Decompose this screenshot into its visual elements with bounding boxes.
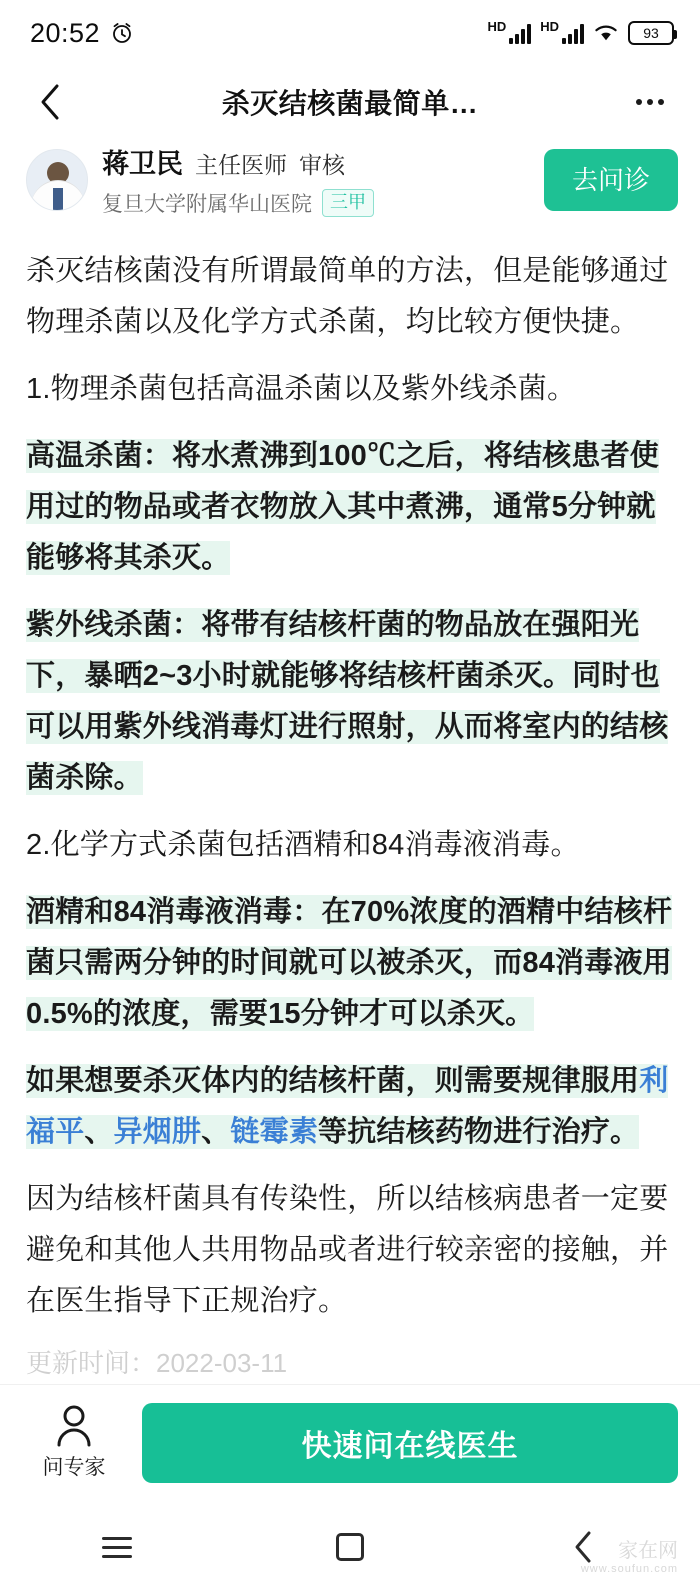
paragraph-closing	[26, 1174, 674, 1327]
avatar-tie	[53, 188, 63, 210]
watermark	[581, 1540, 678, 1576]
paragraph-point-1	[26, 364, 674, 415]
go-consult-button[interactable]: 去问诊	[544, 149, 678, 211]
battery-level: 93	[643, 25, 659, 41]
menu-icon	[102, 1537, 132, 1558]
drug-link-lianmeisu[interactable]: 链霉素	[230, 1116, 319, 1148]
doctor-name-row	[102, 142, 530, 181]
paragraph-uv	[26, 600, 674, 804]
status-bar	[0, 0, 700, 66]
drug-separator: 、	[201, 1116, 231, 1148]
doctor-hospital: 复旦大学附属华山医院	[102, 193, 312, 216]
more-options-button[interactable]	[628, 80, 672, 124]
doctor-details	[102, 142, 530, 218]
hd-badge-2: HD	[540, 18, 559, 34]
drug-link-lifuping[interactable]: 利福平	[26, 1065, 669, 1148]
paragraph-text: 酒精和84消毒液消毒：在70%浓度的酒精中结核杆菌只需两分钟的时间就可以被杀灭，而84消毒液用0.5%的浓度，需要15分钟才可以杀灭。	[26, 896, 673, 1030]
watermark-subtext: www.soufun.com	[580, 1563, 678, 1576]
status-bar-left	[30, 18, 134, 49]
recents-button[interactable]	[87, 1517, 147, 1577]
paragraph-text: 1.物理杀菌包括高温杀菌以及紫外线杀菌。	[26, 373, 577, 405]
doctor-name: 蒋卫民	[102, 149, 183, 179]
alarm-icon	[110, 21, 134, 45]
back-chevron-icon	[39, 83, 61, 121]
drug-paragraph-suffix: 等抗结核药物进行治疗。	[318, 1116, 640, 1148]
drug-separator: 、	[84, 1116, 114, 1148]
status-bar-right	[487, 18, 674, 45]
doctor-review-label: 审核	[299, 152, 345, 178]
back-button[interactable]	[28, 80, 72, 124]
avatar[interactable]	[26, 149, 88, 211]
home-square-icon	[336, 1533, 364, 1561]
drug-link-yiyanjing[interactable]: 异烟肼	[113, 1116, 202, 1148]
more-dot	[658, 99, 664, 105]
doctor-info-bar	[0, 138, 700, 232]
home-button[interactable]	[320, 1517, 380, 1577]
status-badge: 三甲	[322, 189, 374, 217]
doctor-hospital-row	[102, 188, 530, 218]
paragraph-text: 紫外线杀菌：将带有结核杆菌的物品放在强阳光下，暴晒2~3小时就能够将结核杆菌杀灭。同时也可以用紫外线消毒灯进行照射，从而将室内的结核菌杀除。	[26, 609, 669, 794]
ask-online-doctor-button[interactable]: 快速问在线医生	[142, 1403, 678, 1483]
expert-person-icon	[54, 1405, 94, 1447]
hd-badge-1: HD	[487, 18, 507, 34]
article-update-time: 更新时间：2022-03-11	[26, 1348, 288, 1378]
paragraph-drugs	[26, 1056, 674, 1158]
signal-bars-icon-1	[509, 22, 531, 44]
paragraph-text: 杀灭结核菌没有所谓最简单的方法，但是能够通过物理杀菌以及化学方式杀菌，均比较方便快捷。	[26, 255, 669, 338]
paragraph-text: 高温杀菌：将水煮沸到100℃之后，将结核患者使用过的物品或者衣物放入其中煮沸，通常5分钟就能够将其杀灭。	[26, 440, 659, 574]
ask-expert-button[interactable]	[26, 1405, 122, 1481]
page-title: 杀灭结核菌最简单…	[221, 88, 479, 119]
wifi-icon	[593, 22, 619, 44]
drug-paragraph-prefix: 如果想要杀灭体内的结核杆菌，则需要规律服用	[26, 1065, 640, 1097]
ask-expert-label: 问专家	[42, 1455, 106, 1479]
doctor-title: 主任医师	[195, 152, 287, 178]
more-dot	[636, 99, 642, 105]
status-clock: 20:52	[30, 17, 101, 48]
signal-bars-icon-2	[562, 22, 584, 44]
paragraph-point-2	[26, 820, 674, 871]
paragraph-text: 因为结核杆菌具有传染性，所以结核病患者一定要避免和其他人共用物品或者进行较亲密的接触，并在医生指导下正规治疗。	[26, 1183, 669, 1317]
bottom-action-bar	[0, 1384, 700, 1500]
navigation-bar	[0, 66, 700, 138]
paragraph-alcohol	[26, 887, 674, 1040]
battery-indicator	[628, 21, 674, 45]
paragraph-intro	[26, 246, 674, 348]
watermark-text: 家在网	[618, 1540, 678, 1563]
paragraph-text: 2.化学方式杀菌包括酒精和84消毒液消毒。	[26, 829, 580, 861]
paragraph-high-temp	[26, 431, 674, 584]
more-dot	[647, 99, 653, 105]
